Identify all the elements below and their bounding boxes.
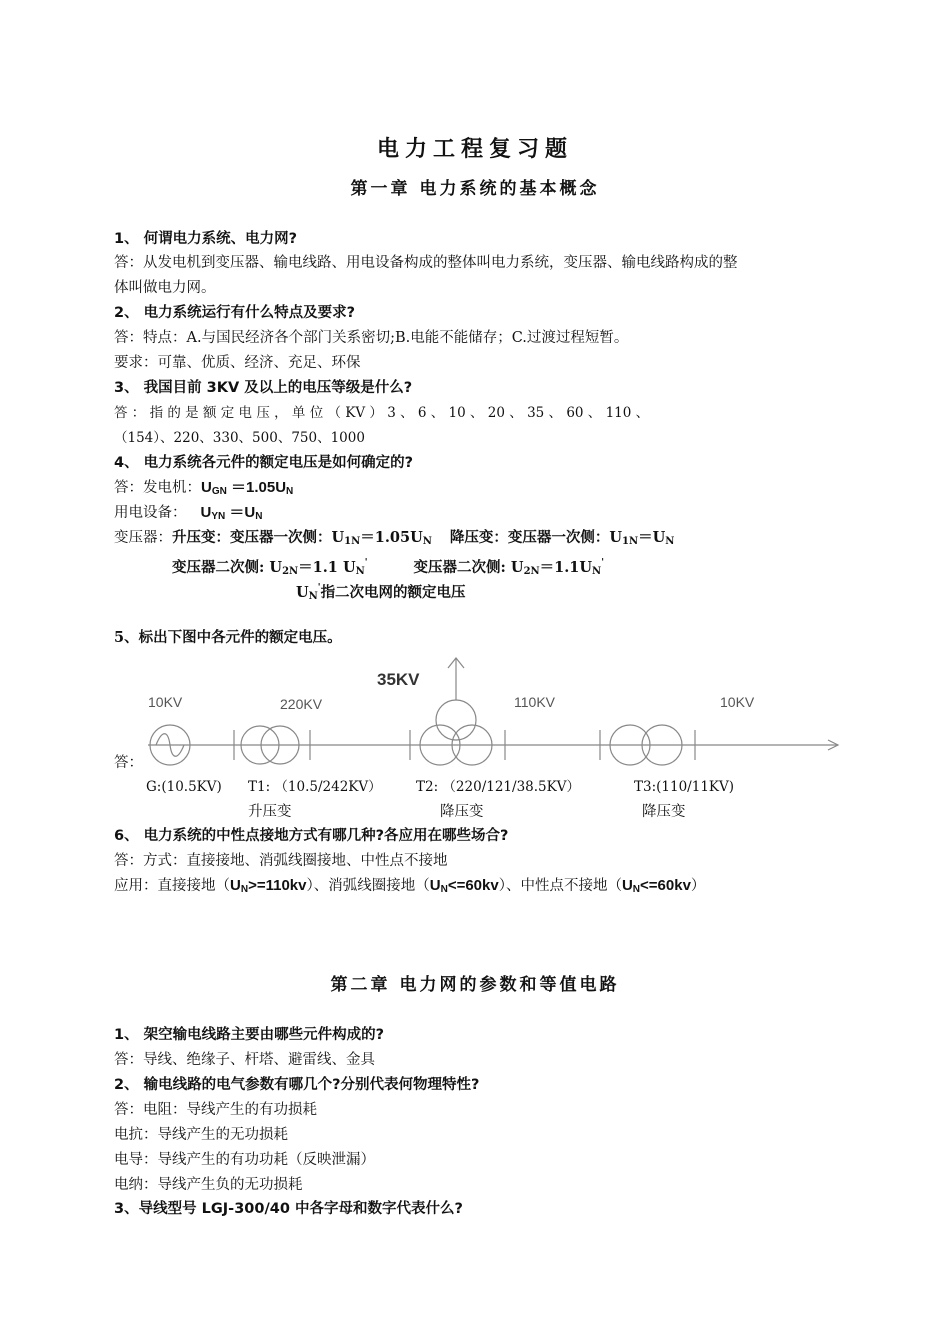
label-35kv: 35KV: [377, 670, 420, 689]
question-1-4: 4、 电力系统各元件的额定电压是如何确定的?: [114, 455, 414, 471]
label-10kv-left: 10KV: [148, 694, 183, 710]
condition-direct: UN>=110kv: [230, 877, 307, 895]
step-up-formula: U1N＝1.05UN: [331, 529, 432, 547]
question-1-3: 3、 我国目前 3KV 及以上的电压等级是什么?: [114, 380, 413, 396]
t2-type: 降压变: [440, 804, 484, 820]
question-1-1: 1、 何谓电力系统、电力网?: [114, 231, 298, 247]
load-formula: UYN ＝UN: [200, 504, 263, 522]
label-10kv-right: 10KV: [720, 694, 755, 710]
condition-ungrounded: UN<=60kv: [621, 877, 691, 895]
question-1-5: 5、标出下图中各元件的额定电压。: [114, 629, 342, 646]
answer-1-6-part1: 应用：直接接地（: [114, 878, 230, 894]
question-2-3: 3、导线型号 LGJ-300/40 中各字母和数字代表什么?: [114, 1201, 463, 1217]
answer-1-4-note: UN'指二次电网的额定电压: [296, 583, 466, 602]
answer-t3: T3:(110/11KV): [634, 779, 735, 795]
question-2-1: 1、 架空输电线路主要由哪些元件构成的?: [114, 1027, 385, 1043]
secondary-label-1: 变压器二次侧:: [172, 559, 265, 576]
chapter-1-title: 第一章 电力系统的基本概念: [350, 179, 600, 199]
diagram-svg: [140, 650, 845, 770]
secondary-formula-2: U2N＝1.1UN': [505, 558, 604, 577]
t1-type: 升压变: [248, 804, 292, 820]
step-down-label: 降压变：变压器一次侧：: [449, 529, 610, 546]
answer-1-2-line1: 答：特点：A.与国民经济各个部门关系密切;B.电能不能储存；C.过渡过程短暂。: [114, 330, 629, 346]
answer-2-2-line4: 电纳：导线产生负的无功损耗: [114, 1177, 303, 1193]
step-up-label: 升压变：变压器一次侧：: [172, 529, 332, 546]
label-110kv: 110KV: [514, 694, 555, 710]
answer-g: G:(10.5KV): [146, 779, 222, 795]
answer-1-1-line1: 答：从发电机到变压器、输电线路、用电设备构成的整体叫电力系统，变压器、输电线路构成的整: [114, 255, 738, 271]
answer-2-2-line2: 电抗：导线产生的无功损耗: [114, 1127, 288, 1143]
answer-1-4-load: [114, 502, 263, 528]
secondary-formula-1: U2N＝1.1 UN': [264, 558, 368, 577]
answer-1-4-transformer: [114, 527, 674, 553]
answer-2-2-line3: 电导：导线产生的有功功耗（反映泄漏）: [114, 1152, 375, 1168]
question-1-6: 6、 电力系统的中性点接地方式有哪几种?各应用在哪些场合?: [114, 828, 509, 844]
answer-1-6-part4: ）: [690, 878, 706, 894]
answer-1-3-line2: （154）、220、330、500、750、1000: [114, 430, 365, 446]
chapter-2-title: 第二章 电力网的参数和等值电路: [330, 975, 620, 995]
step-down-formula: U1N＝UN: [609, 529, 675, 547]
answer-1-6-part3: ）、中性点不接地（: [498, 878, 622, 894]
answer-t1: T1: （10.5/242KV）: [248, 779, 382, 795]
answer-2-2-line1: 答：电阻：导线产生的有功损耗: [114, 1102, 317, 1118]
label-220kv: 220KV: [280, 696, 323, 712]
load-label: 用电设备：: [114, 505, 187, 521]
transformer-label: 变压器：: [114, 530, 172, 546]
answer-1-4-generator: [114, 477, 293, 503]
question-2-2: 2、 输电线路的电气参数有哪几个?分别代表何物理特性?: [114, 1077, 480, 1093]
answer-2-1: 答：导线、绝缘子、杆塔、避雷线、金具: [114, 1052, 375, 1068]
voltage-diagram: [140, 650, 845, 770]
generator-formula: UGN ＝1.05UN: [201, 479, 294, 497]
answer-1-2-line2: 要求：可靠、优质、经济、充足、环保: [114, 355, 361, 371]
answer-1-1-line2: 体叫做电力网。: [114, 280, 216, 296]
t3-type: 降压变: [642, 804, 686, 820]
answer-1-6-part2: ）、消弧线圈接地（: [306, 878, 430, 894]
question-1-2: 2、 电力系统运行有什么特点及要求?: [114, 305, 356, 321]
answer-1-3-line1: 答 ： 指 的 是 额 定 电 压 ， 单 位 （ KV ） 3 、 6 、 10 、 20 、 35 、 60 、 110 、: [114, 405, 650, 421]
answer-1-6-line1: 答：方式：直接接地、消弧线圈接地、中性点不接地: [114, 853, 448, 869]
answer-1-5-prefix: 答：: [114, 755, 143, 771]
answer-t2: T2: （220/121/38.5KV）: [416, 779, 580, 795]
document-title: 电力工程复习题: [376, 136, 573, 162]
condition-arc: UN<=60kv: [429, 877, 499, 895]
generator-label: 答：发电机：: [114, 480, 201, 496]
note-text: 指二次电网的额定电压: [320, 584, 466, 601]
secondary-label-2: 变压器二次侧:: [413, 559, 506, 576]
answer-1-6-line2: [114, 875, 705, 901]
